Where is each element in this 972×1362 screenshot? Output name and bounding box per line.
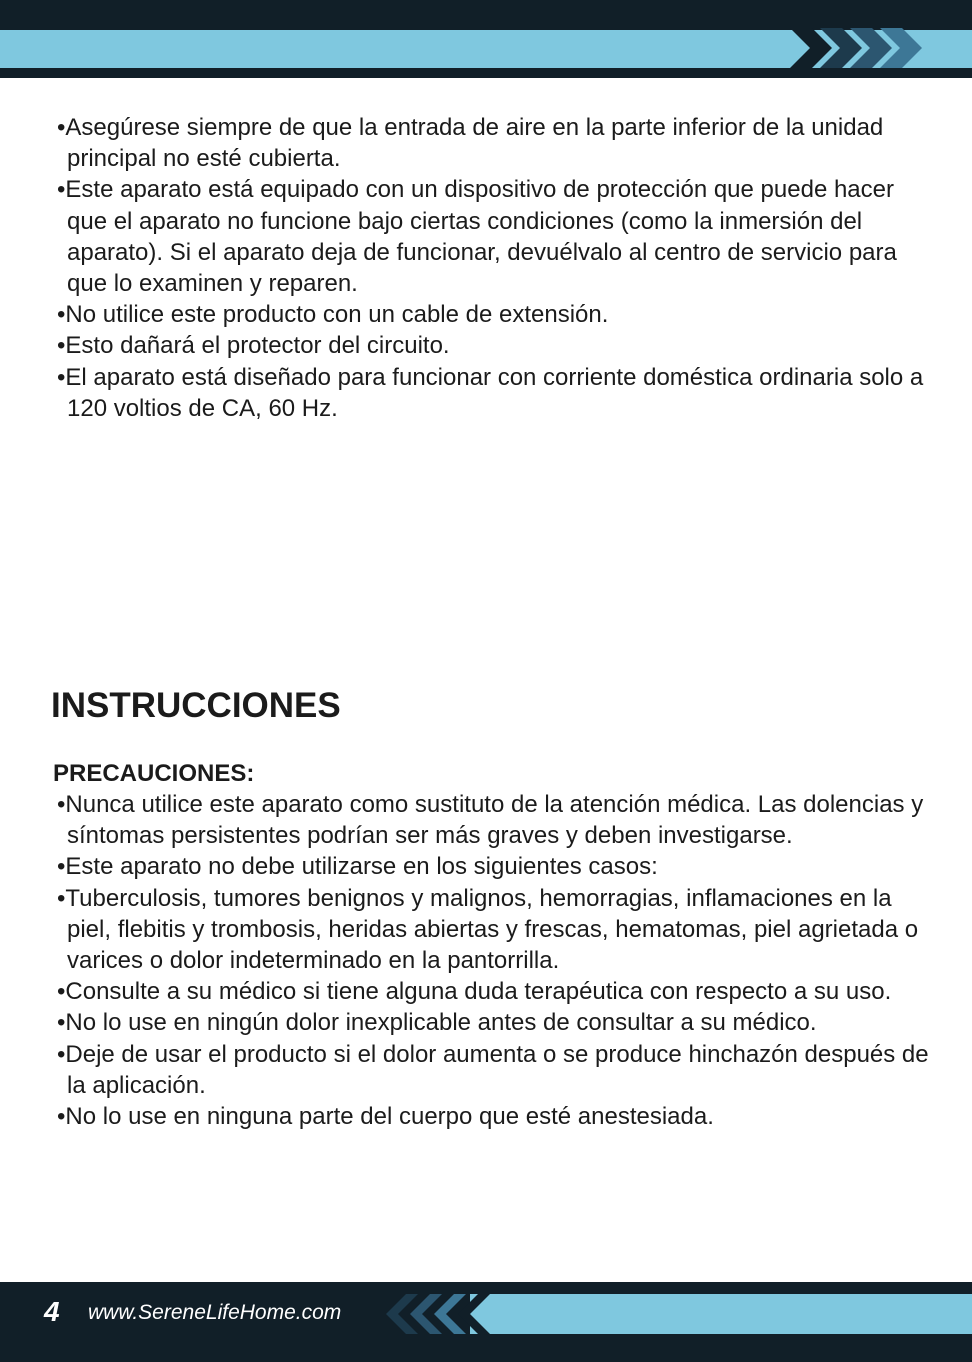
list-item: •Consulte a su médico si tiene alguna duda terapéutica con respecto a su uso. [57, 978, 892, 1006]
list-item: •Asegúrese siempre de que la entrada de aire en la parte inferior de la unidad principal no esté cubierta. [57, 114, 884, 173]
list-item: •Esto dañará el protector del circuito. [57, 332, 450, 360]
chevron-left-icon [370, 1290, 500, 1338]
list-item: •Tuberculosis, tumores benignos y malignos, hemorragias, inflamaciones en la piel, flebitis y trombosis, heridas abiertas y frescas, hematomas, piel agrietada o varices o dolor indeterminado en la pantorrilla. [57, 884, 919, 975]
list-item: •Este aparato no debe utilizarse en los siguientes casos: [57, 853, 658, 881]
list-item: •No utilice este producto con un cable de extensión. [57, 301, 609, 329]
page-number: 4 [44, 1296, 60, 1327]
header-bar [0, 0, 972, 78]
footer-stripe [470, 1294, 972, 1334]
precautions-list [53, 789, 933, 1132]
list-item: •El aparato está diseñado para funcionar con corriente doméstica ordinaria solo a 120 voltios de CA, 60 Hz. [57, 363, 924, 422]
list-item: •Deje de usar el producto si el dolor aumenta o se produce hinchazón después de la aplicación. [57, 1040, 929, 1099]
chevron-right-icon [780, 20, 970, 76]
footer-bar [0, 1282, 972, 1362]
footer-url[interactable]: www.SereneLifeHome.com [88, 1301, 342, 1324]
section-title: INSTRUCCIONES [51, 686, 341, 725]
top-bullet-list [53, 112, 933, 424]
list-item: •Este aparato está equipado con un dispositivo de protección que puede hacer que el aparato no funcione bajo ciertas condiciones (como la inmersión del aparato). Si el aparato deja de funcionar, devuélvalo al centro de servicio para que lo examinen y reparen. [57, 176, 897, 298]
list-item: •Nunca utilice este aparato como sustituto de la atención médica. Las dolencias y síntomas persistentes podrían ser más graves y deben investigarse. [57, 791, 924, 850]
precautions-heading: PRECAUCIONES: [53, 760, 255, 787]
list-item: •No lo use en ninguna parte del cuerpo que esté anestesiada. [57, 1103, 714, 1131]
list-item: •No lo use en ningún dolor inexplicable antes de consultar a su médico. [57, 1009, 817, 1037]
